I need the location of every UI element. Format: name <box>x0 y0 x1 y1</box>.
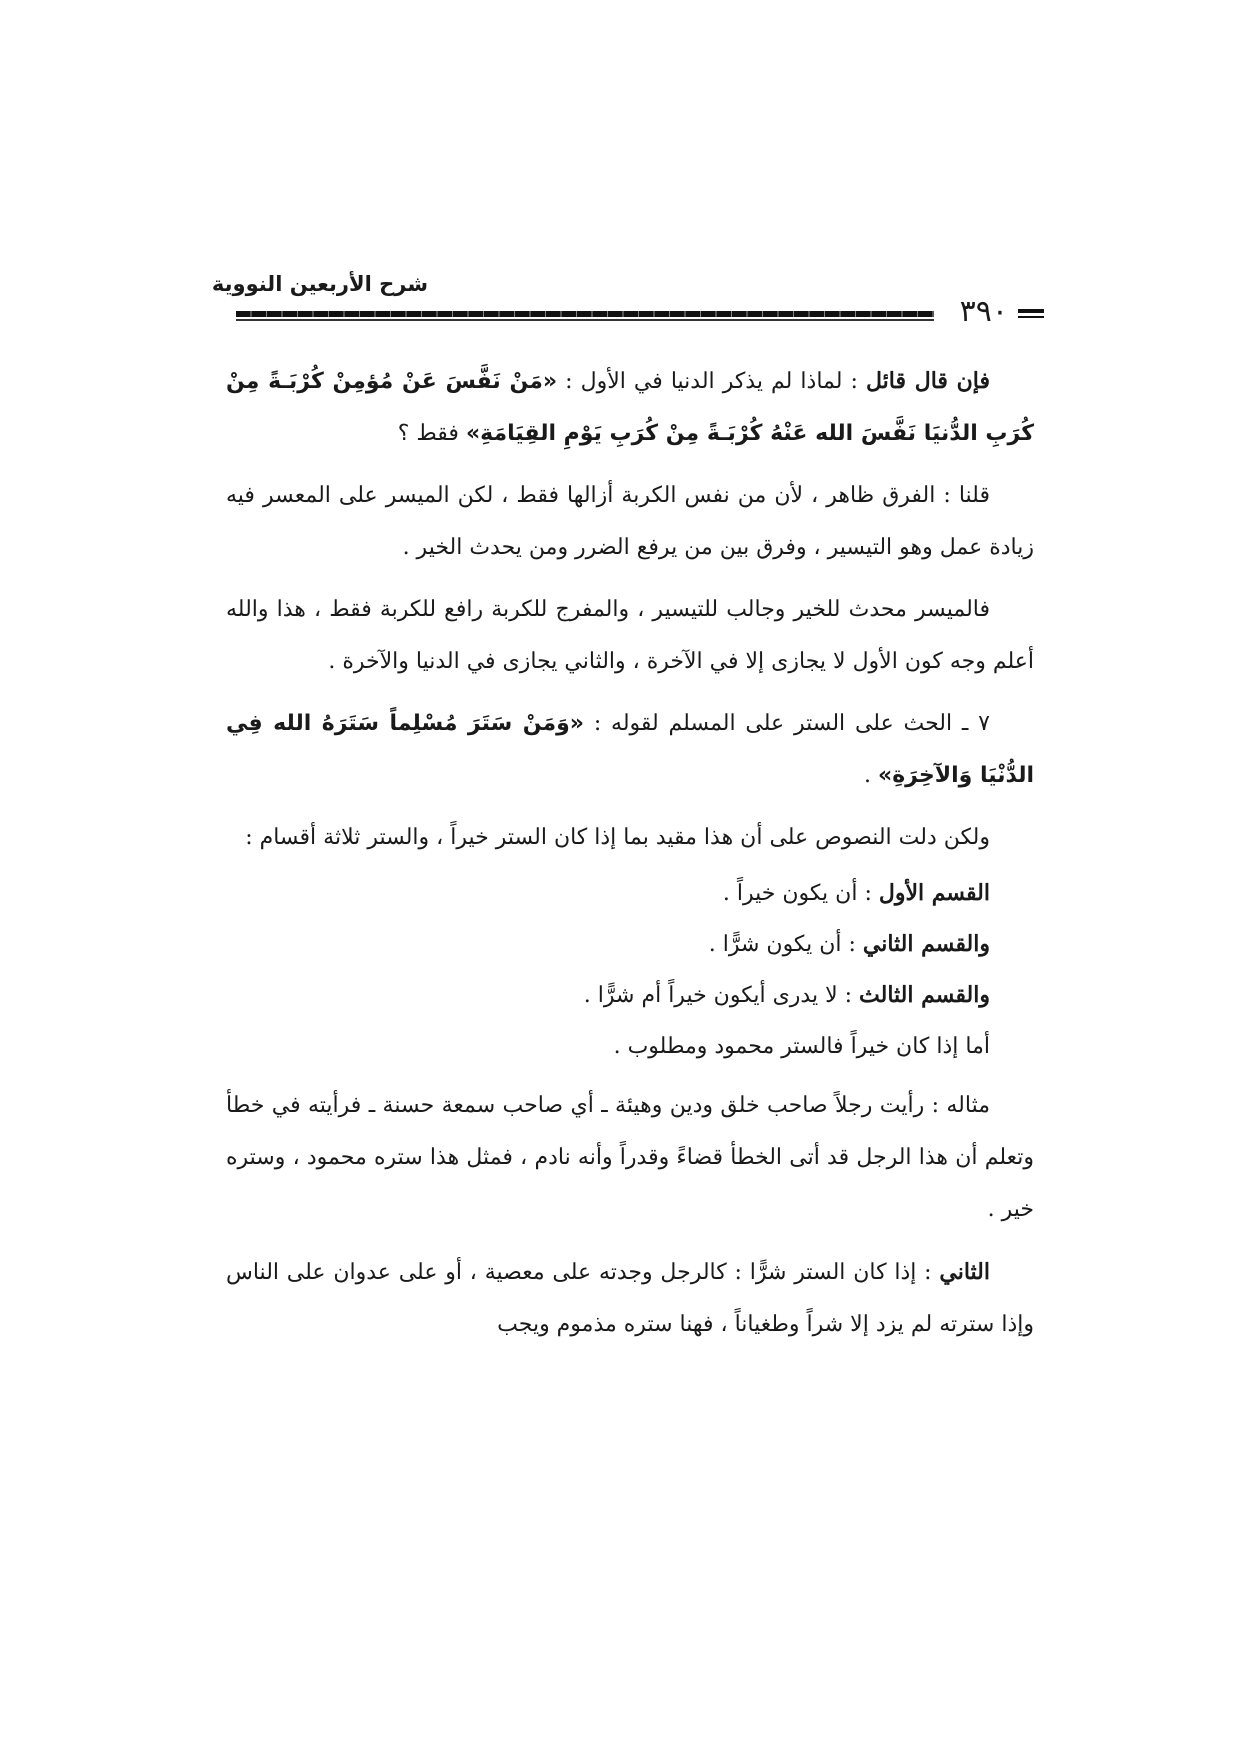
division-text: أما إذا كان خيراً فالستر محمود ومطلوب . <box>613 1034 990 1059</box>
division-label: القسم الأول <box>878 880 990 906</box>
paragraph-1 <box>226 355 1034 460</box>
division-text: : أن يكون شرًّا . <box>708 932 856 957</box>
page-number: ٣٩٠ <box>959 294 1008 329</box>
division-item <box>226 1021 990 1072</box>
paragraph-lead: فإن قال قائل <box>865 368 990 394</box>
page-header <box>211 272 1044 332</box>
paragraph-text: : إذا كان الستر شرًّا : كالرجل وجدته على معصية ، أو على عدوان على الناس وإذا سترته لم يزد إلا شراً وطغياناً ، فهنا ستره مذموم ويجب <box>226 1260 1034 1337</box>
header-rule-right <box>1018 309 1044 313</box>
division-item <box>226 970 990 1021</box>
paragraph-tail: فقط ؟ <box>397 421 459 446</box>
header-rule <box>236 311 934 317</box>
body-text <box>226 355 1034 1361</box>
paragraph-text: : لماذا لم يذكر الدنيا في الأول : <box>565 369 858 394</box>
division-item <box>226 919 990 970</box>
paragraph-lead: الثاني <box>939 1259 990 1285</box>
paragraph-6: مثاله : رأيت رجلاً صاحب خلق ودين وهيئة ـ أي صاحب سمعة حسنة ـ فرأيته في خطأ وتعلم أن هذا الرجل قد أتى الخطأ قضاءً وقدراً وأنه نادم ، فمثل هذا ستره محمود ، وستره خير . <box>226 1093 1034 1222</box>
division-item <box>226 868 990 919</box>
paragraph-7 <box>226 1246 1034 1351</box>
paragraph-3: فالميسر محدث للخير وجالب للتيسير ، والمفرج للكربة رافع للكربة فقط ، هذا والله أعلم وجه كون الأول لا يجازى إلا في الآخرة ، والثاني يجازى في الدنيا والآخرة . <box>226 597 1034 674</box>
hadith-quote: «وَمَنْ سَتَرَ مُسْلِماً سَتَرَهُ الله فِي الدُّنْيَا وَالآخِرَةِ» <box>226 711 1034 788</box>
running-title: شرح الأربعين النووية <box>211 272 428 296</box>
paragraph-text: ٧ ـ الحث على الستر على المسلم لقوله : <box>593 711 990 736</box>
paragraph-5: ولكن دلت النصوص على أن هذا مقيد بما إذا كان الستر خيراً ، والستر ثلاثة أقسام : <box>245 825 990 850</box>
division-text: : أن يكون خيراً . <box>722 881 872 906</box>
header-rule-thin <box>236 319 934 321</box>
paragraph-tail: . <box>863 763 871 788</box>
paragraph-4 <box>226 698 1034 802</box>
paragraph-2: قلنا : الفرق ظاهر ، لأن من نفس الكربة أزالها فقط ، لكن الميسر على المعسر فيه زيادة عمل وهو التيسير ، وفرق بين من يرفع الضرر ومن يحدث الخير . <box>226 483 1034 560</box>
division-label: والقسم الثالث <box>859 982 990 1008</box>
division-label: والقسم الثاني <box>862 931 990 957</box>
division-text: : لا يدرى أيكون خيراً أم شرًّا . <box>583 983 853 1008</box>
divisions-list <box>226 868 990 1072</box>
hadith-quote: «مَنْ نَفَّسَ عَنْ مُؤمِنْ كُرْبَـةً مِنْ كُرَبِ الدُّنيَا نَفَّسَ الله عَنْهُ كُرْبَـةً مِنْ كُرَبِ يَوْمِ القِيَامَةِ» <box>226 369 1034 446</box>
header-rule-right-thin <box>1018 316 1044 318</box>
